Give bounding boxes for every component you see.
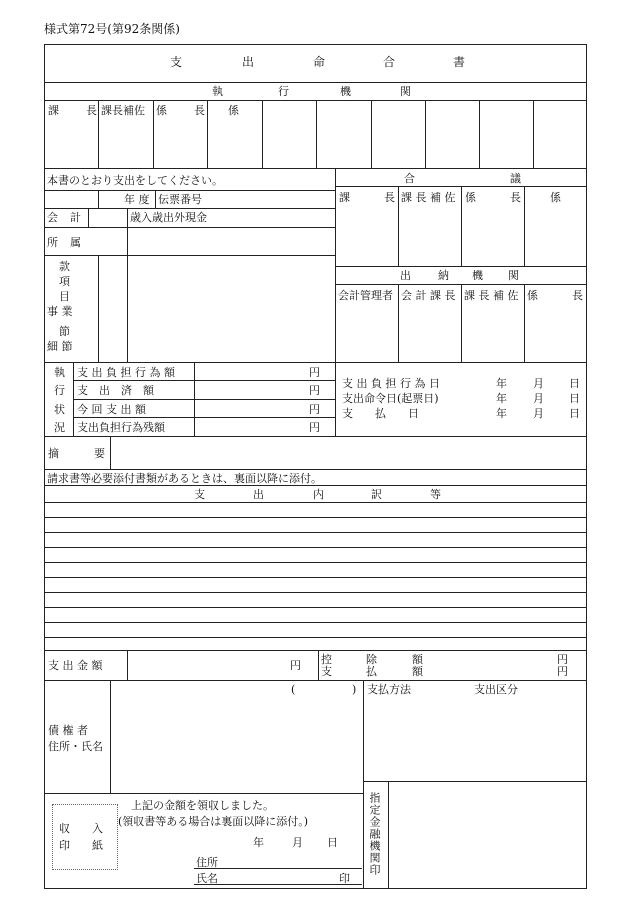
breakdown-5: 等	[430, 488, 441, 501]
breakdown-2: 出	[253, 488, 264, 501]
date-year-1: 年	[496, 377, 507, 390]
name-label: 氏名	[196, 872, 218, 885]
tekiyo-2: 要	[94, 447, 105, 460]
shozoku-label-2: 属	[70, 236, 81, 249]
gigi-1: 合	[404, 172, 415, 185]
date-year-3: 年	[496, 407, 507, 420]
shishutsu-kingaku: 支 出 金 額	[48, 659, 103, 672]
form-frame	[44, 44, 587, 889]
kaikei-value: 歳入歳出外現金	[130, 211, 207, 224]
date-month-2: 月	[533, 392, 544, 405]
title-char-2: 出	[242, 55, 255, 69]
suitou-role-3: 課 長 補 佐	[464, 289, 519, 302]
status-label-2: 行	[54, 384, 65, 397]
suitou-last-1: 係	[527, 289, 538, 302]
role-kakaricho-1: 係	[156, 104, 167, 117]
title-char-5: 書	[453, 55, 466, 69]
breakdown-1: 支	[194, 488, 205, 501]
title-char-1: 支	[170, 55, 183, 69]
receipt-stamp-2: 印 紙	[59, 839, 103, 852]
gigi-kacho-2: 長	[384, 191, 395, 204]
form-number: 様式第72号(第92条関係)	[44, 22, 180, 36]
seal-label: 印	[339, 872, 350, 885]
shiharai-2: 払	[366, 665, 377, 678]
breakdown-3: 内	[313, 488, 324, 501]
suitou-last-2: 長	[572, 289, 583, 302]
received-text: 上記の金額を領収しました。	[131, 799, 274, 812]
role-kacho-hosa: 課長補佐	[101, 104, 145, 117]
date-row-1: 支 出 負 担 行 為 日	[342, 377, 440, 390]
kojo-1: 控	[321, 653, 332, 666]
receipt-year: 年	[253, 836, 264, 849]
status-row-2: 支 出 済 額	[77, 384, 154, 397]
creditor-label: 債 権 者	[48, 724, 88, 737]
creditor-address-label: 住所・氏名	[48, 740, 103, 753]
gigi-kacho-1: 課	[339, 191, 350, 204]
yen-total: 円	[290, 659, 301, 672]
received-note: (領収書等ある場合は裏面以降に添付。)	[118, 815, 309, 828]
suitou-2: 納	[438, 269, 449, 282]
yen-3: 円	[309, 403, 320, 416]
category-kan: 款	[59, 260, 70, 273]
agency-header-4: 関	[400, 85, 411, 98]
receipt-day: 日	[327, 836, 338, 849]
title-char-4: 合	[383, 55, 396, 69]
kojo-3: 額	[412, 653, 423, 666]
denpyo-label: 伝票番号	[158, 193, 202, 206]
yen-4: 円	[309, 421, 320, 434]
agency-header-1: 執	[212, 85, 223, 98]
gigi-2: 議	[510, 172, 521, 185]
role-kakari: 係	[228, 104, 239, 117]
suitou-3: 機	[472, 269, 483, 282]
yen-shiharai: 円	[557, 665, 568, 678]
paren-close: )	[352, 683, 357, 696]
gigi-kacho-hosa: 課 長 補 佐	[401, 191, 456, 204]
yen-1: 円	[309, 366, 320, 379]
category-moku: 目	[59, 290, 70, 303]
bank-label: 指定金融機関印	[368, 792, 381, 876]
role-kakaricho-2: 長	[194, 104, 205, 117]
category-saisetsu: 細 節	[47, 340, 73, 353]
address-label: 住所	[196, 856, 218, 869]
shiharai-3: 額	[412, 665, 423, 678]
agency-header-3: 機	[340, 85, 351, 98]
suitou-1: 出	[400, 269, 411, 282]
kojo-2: 除	[366, 653, 377, 666]
date-day-3: 日	[569, 407, 580, 420]
gigi-kakaricho-2: 長	[510, 191, 521, 204]
date-row-3: 支 払 日	[342, 407, 419, 420]
date-year-2: 年	[496, 392, 507, 405]
category-kou: 項	[59, 275, 70, 288]
status-row-1: 支 出 負 担 行 為 額	[77, 366, 175, 379]
date-row-2: 支出命令日(起票日)	[342, 392, 439, 405]
role-kacho-1: 課	[48, 104, 59, 117]
stamp-box	[52, 804, 118, 870]
status-row-3: 今 回 支 出 額	[77, 403, 146, 416]
kaikei-label-2: 計	[70, 211, 81, 224]
date-day-1: 日	[569, 377, 580, 390]
yen-kojo: 円	[557, 653, 568, 666]
suitou-role-1: 会計管理者	[338, 289, 393, 302]
breakdown-4: 訳	[371, 488, 382, 501]
title-char-3: 命	[313, 55, 326, 69]
yen-2: 円	[309, 384, 320, 397]
role-kacho-2: 長	[86, 104, 97, 117]
shozoku-label-1: 所	[47, 236, 58, 249]
date-month-1: 月	[533, 377, 544, 390]
status-label-4: 況	[54, 421, 65, 434]
request-text: 本書のとおり支出をしてください。	[47, 174, 223, 187]
date-day-2: 日	[569, 392, 580, 405]
agency-header-2: 行	[278, 85, 289, 98]
receipt-month: 月	[292, 836, 303, 849]
gigi-kakari: 係	[550, 191, 561, 204]
date-month-3: 月	[533, 407, 544, 420]
payment-category: 支出区分	[474, 683, 518, 696]
shiharai-1: 支	[321, 665, 332, 678]
category-jigyo: 事 業	[47, 305, 73, 318]
suitou-4: 関	[508, 269, 519, 282]
suitou-role-2: 会 計 課 長	[401, 289, 456, 302]
gigi-kakaricho-1: 係	[465, 191, 476, 204]
nendo-label: 年 度	[124, 193, 150, 206]
category-setsu: 節	[59, 325, 70, 338]
status-label-1: 執	[54, 366, 65, 379]
status-row-4: 支出負担行為残額	[77, 421, 165, 434]
kaikei-label-1: 会	[47, 211, 58, 224]
status-label-3: 状	[54, 403, 65, 416]
attach-note: 請求書等必要添付書類があるときは、裏面以降に添付。	[47, 472, 322, 485]
payment-method: 支払方法	[367, 683, 411, 696]
paren-open: (	[291, 683, 296, 696]
tekiyo-1: 摘	[48, 447, 59, 460]
receipt-stamp-1: 収 入	[59, 822, 103, 835]
